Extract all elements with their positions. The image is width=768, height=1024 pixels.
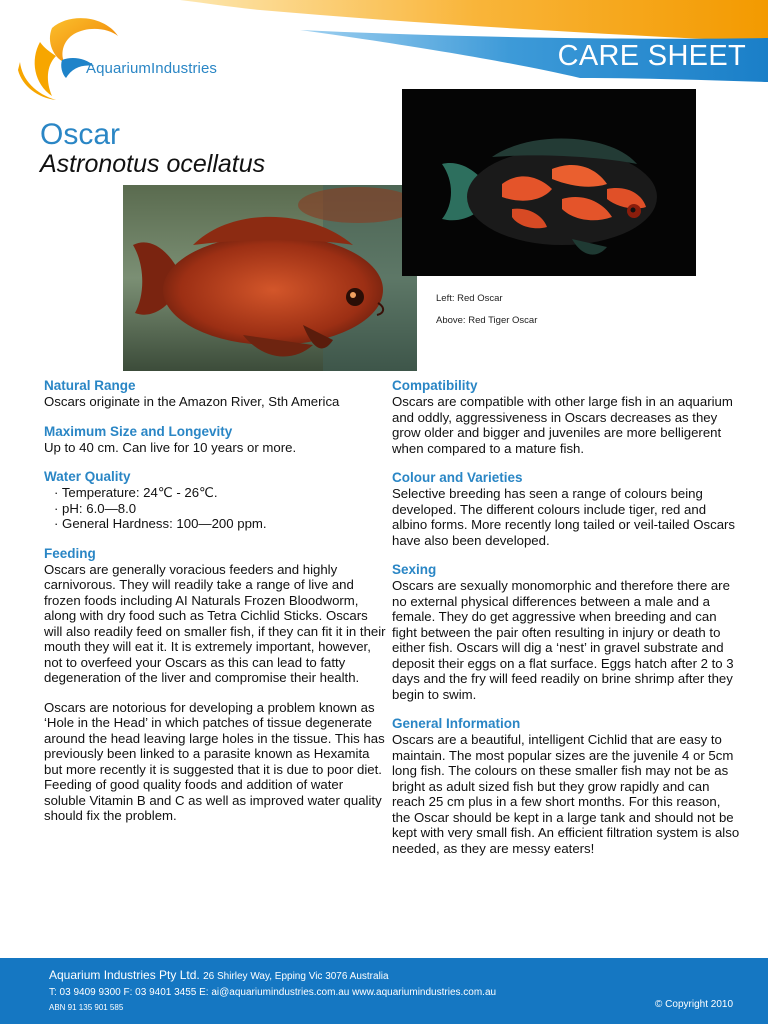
max-size-text: Up to 40 cm. Can live for 10 years or more.: [44, 439, 297, 455]
colour-heading: Colour and Varieties: [392, 470, 523, 485]
care-sheet-label: CARE SHEET: [557, 40, 746, 72]
feeding-text-1: Oscars are generally voracious feeders and highly carnivorous. They will readily take a range of live and frozen foods including AI Naturals Frozen Bloodworm, along with dry food such as Tetra Cichlid Sticks. Oscars will also readily feed on smaller fish, if they can fit it in their mouth they will eat it. It is extremely important, however, not to overfeed your Oscars as this can lead to fatty degeneration of the liver and compromise their health.: [44, 561, 386, 685]
feeding-heading: Feeding: [44, 545, 96, 561]
company-address: 26 Shirley Way, Epping Vic 3076 Australia: [203, 971, 389, 982]
natural-range-text: Oscars originate in the Amazon River, Sth America: [44, 394, 340, 409]
caption-left: Left: Red Oscar: [436, 293, 503, 304]
feeding-text-2: Oscars are notorious for developing a problem known as ‘Hole in the Head’ in which patches of tissue degenerate around the head leaving large holes in the tissue. This has previously been linked to a parasite known as Hexamita but more recently it is suggested that it is due to poor diet. Feeding of good quality foods and addition of water soluble Vitamin B and C as well as improved water quality should fix the problem.: [44, 699, 385, 823]
compatibility-text: Oscars are compatible with other large fish in an aquarium and oddly, aggressiveness in Oscars decreases as they grow older and bigger and juveniles are more belligerent when compared to a mature fish.: [392, 394, 733, 456]
scientific-name: Astronotus ocellatus: [40, 150, 266, 178]
right-column: [392, 378, 742, 870]
company-name: Aquarium Industries Pty Ltd.: [49, 968, 200, 982]
list-item: · pH: 6.0—8.0: [54, 500, 137, 516]
colour-text: Selective breeding has seen a range of colours being developed. The different colours include tiger, red and albino forms. More recently long tailed or veil-tailed Oscars have also been developed.: [392, 486, 736, 548]
left-column: [44, 378, 386, 838]
list-item: · Temperature: 24℃ - 26℃.: [54, 485, 218, 500]
natural-range-heading: Natural Range: [44, 378, 136, 393]
max-size-heading: Maximum Size and Longevity: [44, 423, 233, 439]
list-item: · General Hardness: 100—200 ppm.: [54, 516, 267, 531]
compatibility-heading: Compatibility: [392, 378, 478, 393]
red-oscar-photo: [123, 185, 417, 371]
general-info-heading: General Information: [392, 716, 521, 731]
sexing-heading: Sexing: [392, 562, 437, 577]
brand-name: AquariumIndustries: [86, 60, 218, 77]
page-title: Oscar: [40, 118, 121, 151]
footer: [0, 958, 768, 1024]
caption-above: Above: Red Tiger Oscar: [436, 315, 538, 326]
sexing-text: Oscars are sexually monomorphic and therefore there are no external physical differences between a male and a female. They do get aggressive when breeding and can fight between the pair often resulting in injury or death to either fish. Oscars will dig a ‘nest’ in gravel substrate and deposit their eggs on a flat surface. Eggs hatch after 2 to 3 days and the fry will feed readily on brine shrimp after they begin to swim.: [392, 578, 734, 702]
contact-details: T: 03 9409 9300 F: 03 9401 3455 E: ai@aquariumindustries.com.au www.aquariumindustries.com.au: [49, 987, 497, 998]
water-quality-heading: Water Quality: [44, 469, 131, 484]
abn-number: ABN 91 135 901 585: [49, 1003, 124, 1012]
red-tiger-oscar-photo: [402, 89, 696, 276]
water-quality-list: [44, 485, 386, 532]
copyright-notice: © Copyright 2010: [655, 999, 733, 1010]
general-info-text: Oscars are a beautiful, intelligent Cichlid that are easy to maintain. The most popular sizes are the juvenile 4 or 5cm long fish. The colours on these smaller fish may not be as bright as adult sized fish but they grow rapidly and can reach 25 cm plus in a few short months. For this reason, the Oscar should be kept in a large tank and should not be kept with very small fish. An efficient filtration system is also needed, as they are messy eaters!: [392, 732, 740, 856]
